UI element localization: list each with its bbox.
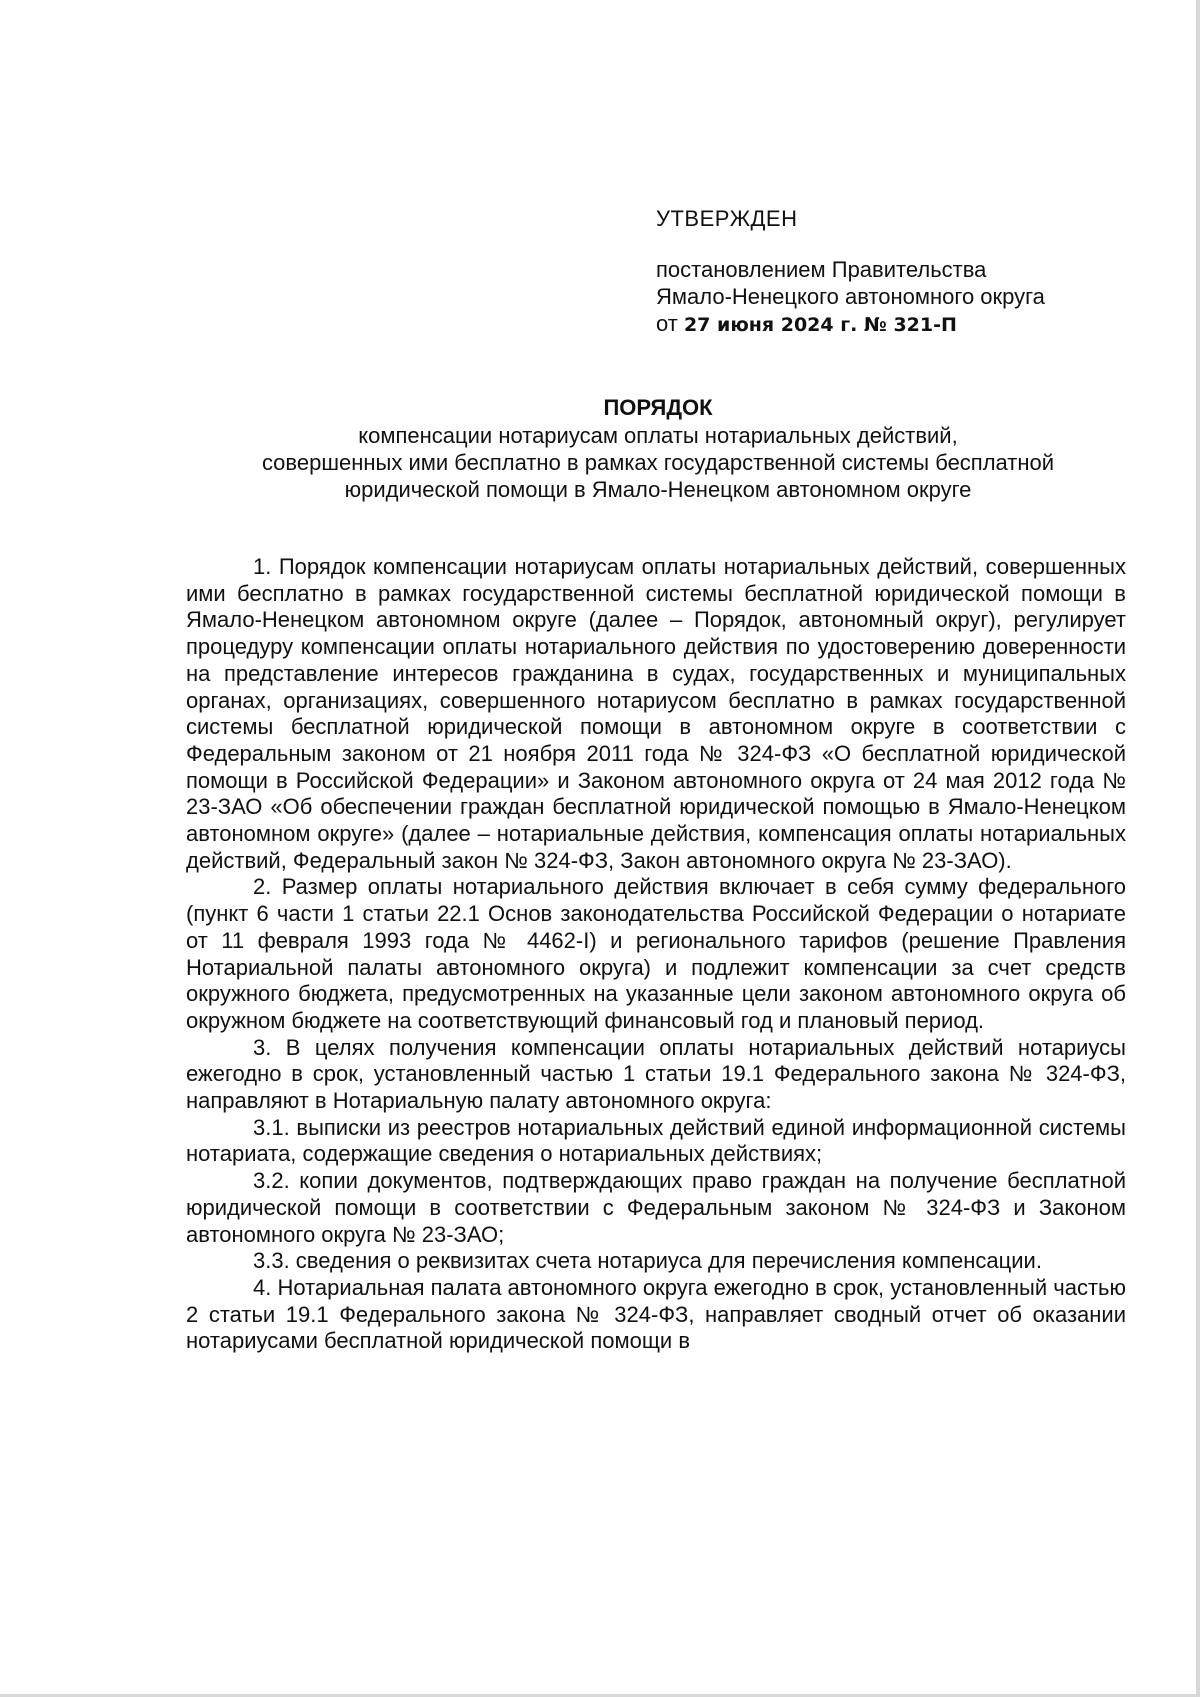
- document-subtitle-line-2: совершенных ими бесплатно в рамках государственной системы бесплатной: [261, 450, 1055, 475]
- approval-block: [656, 205, 1096, 339]
- paragraph-1: 1. Порядок компенсации нотариусам оплаты нотариальных действий, совершенных ими бесплатно в рамках государственной системы бесплатной юридической помощи в Ямало-Ненецком автономном округе (далее – Порядок, автономный округ), регулирует процедуру компенсации оплаты нотариального действия по удостоверению доверенности на представление интересов гражданина в судах, государственных и муниципальных органах, организациях, совершенного нотариусом бесплатно в рамках государственной системы бесплатной юридической помощи в автономном округе в соответствии с Федеральным законом от 21 ноября 2011 года № 324-ФЗ «О бесплатной юридической помощи в Российской Федерации» и Законом автономного округа от 24 мая 2012 года № 23-ЗАО «Об обеспечении граждан бесплатной юридической помощью в Ямало-Ненецком автономном округе» (далее – нотариальные действия, компенсация оплаты нотариальных действий, Федеральный закон № 324-ФЗ, Закон автономного округа № 23-ЗАО).: [186, 554, 1126, 873]
- document-body: [186, 554, 1126, 1355]
- paragraph-3-3: 3.3. сведения о реквизитах счета нотариуса для перечисления компенсации.: [253, 1248, 1042, 1274]
- document-subtitle-line-3: юридической помощи в Ямало-Ненецком автономном округе: [344, 477, 972, 502]
- approval-date-prefix: от: [656, 311, 678, 336]
- approval-region-line: Ямало-Ненецкого автономного округа: [656, 284, 1045, 309]
- paragraph-3-2: 3.2. копии документов, подтверждающих право граждан на получение бесплатной юридической помощи в соответствии с Федеральным законом № 324-ФЗ и Законом автономного округа № 23-ЗАО;: [186, 1168, 1126, 1247]
- document-subtitle-line-1: компенсации нотариусам оплаты нотариальных действий,: [358, 423, 958, 448]
- document-title-block: [186, 394, 1130, 503]
- paragraph-3-1: 3.1. выписки из реестров нотариальных действий единой информационной системы нотариата, содержащие сведения о нотариальных действиях;: [186, 1114, 1126, 1167]
- page-edge-right: [1196, 0, 1200, 1697]
- approval-date-line: [656, 310, 1096, 339]
- approval-stamp: УТВЕРЖДЕН: [656, 206, 798, 231]
- approval-decree-line: постановлением Правительства: [656, 257, 987, 282]
- paragraph-4: 4. Нотариальная палата автономного округа ежегодно в срок, установленный частью 2 статьи 19.1 Федерального закона № 324-ФЗ, направляет сводный отчет об оказании нотариусами бесплатной юридической помощи в: [186, 1274, 1126, 1354]
- document-title: ПОРЯДОК: [603, 395, 713, 420]
- paragraph-3: 3. В целях получения компенсации оплаты нотариальных действий нотариусы ежегодно в срок, установленный частью 1 статьи 19.1 Федерального закона № 324-ФЗ, направляют в Нотариальную палату автономного округа:: [186, 1034, 1126, 1114]
- approval-date-value: 27 июня 2024 г. № 321-П: [683, 314, 957, 336]
- paragraph-2: 2. Размер оплаты нотариального действия включает в себя сумму федерального (пункт 6 части 1 статьи 22.1 Основ законодательства Российской Федерации о нотариате от 11 февраля 1993 года № 4462-I) и регионального тарифов (решение Правления Нотариальной палаты автономного округа) и подлежит компенсации за счет средств окружного бюджета, предусмотренных на указанные цели законом автономного округа об окружном бюджете на соответствующий финансовый год и плановый период.: [186, 874, 1126, 1033]
